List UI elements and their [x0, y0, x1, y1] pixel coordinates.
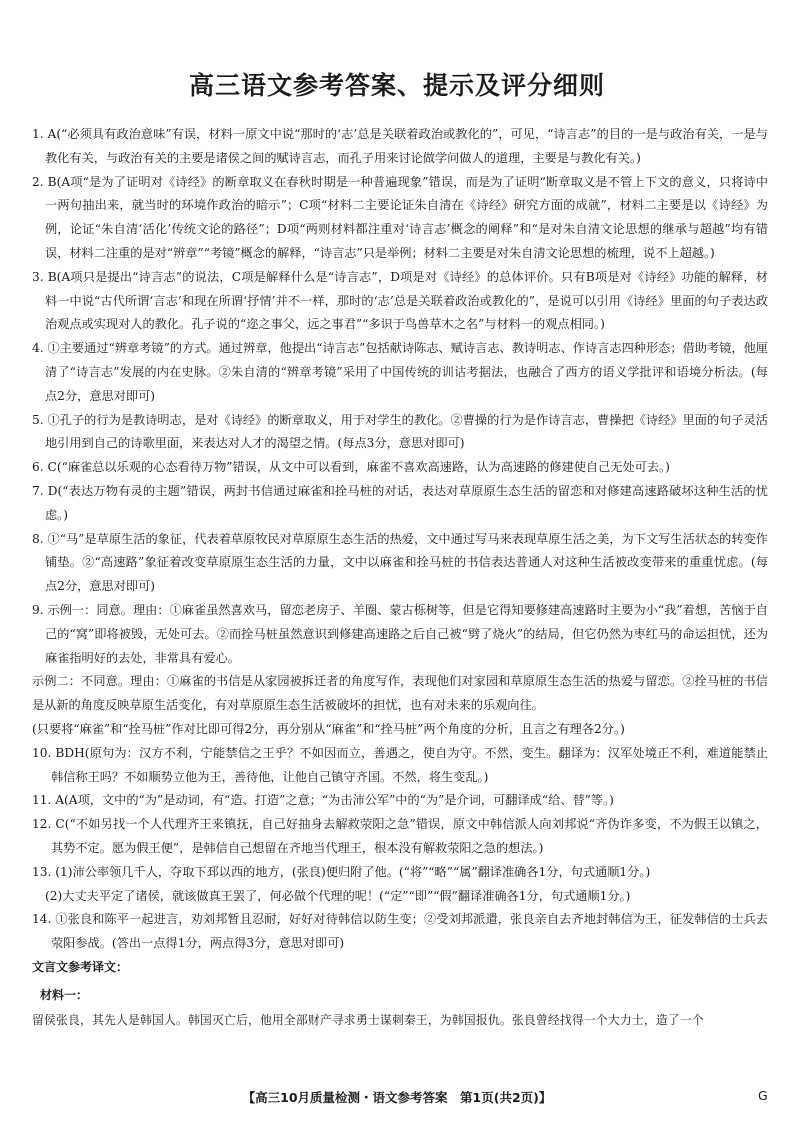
answer-3: 3. B(A项只是提出“诗言志”的说法，C项是解释什么是“诗言志”，D项是对《诗经》的总体评价。只有B项是对《诗经》功能的解释，材料一中说“古代所谓‘言志’和现在所谓‘抒情’并不一样，那时的‘志’总是关联着政治或教化的”，是说可以引用《诗经》里面的句子表达政治观点或实现对人的教化。孔子说的“迩之事父，远之事君”“多识于鸟兽草木之名”与材料一的观点相同。)	[32, 269, 768, 332]
answer-6: 6. C(“麻雀总以乐观的心态看待万物”错误，从文中可以看到，麻雀不喜欢高速路，认为高速路的修建使自己无处可去。)	[32, 460, 670, 475]
answer-9-example-1: 9. 示例一：同意。理由：①麻雀虽然喜欢马，留恋老房子、羊圈、蒙古栎树等，但是它得知要修建高速路时主要为小“我”着想，苦恼于自己的“窝”即将被毁，无处可去。②而拴马桩虽然意识到修建高速路之后自己被“劈了烧火”的结局，但它仍然为枣红马的命运担忧，还为麻雀指明好的去处，非常具有爱心。	[32, 602, 768, 665]
answer-9-example-2: 示例二：不同意。理由：①麻雀的书信是从家园被拆迁者的角度写作，表现他们对家园和草原原生态生活的热爱与留恋。②拴马桩的书信是从新的角度反映草原生活变化，有对草原原生态生活被破坏的担忧，也有对未来的乐观向往。	[32, 674, 768, 713]
answer-7: 7. D(“表达万物有灵的主题”错误，两封书信通过麻雀和拴马桩的对话，表达对草原原生态生活的留恋和对修建高速路破坏这种生活的忧虑。)	[32, 483, 768, 522]
answer-9-scoring: (只要将“麻雀”和“拴马桩”作对比即可得2分，再分别从“麻雀”和“拴马桩”两个角度的分析，且言之有理各2分。)	[32, 721, 625, 736]
answer-1: 1. A(“必须具有政治意味”有误，材料一原文中说“那时的‘志’总是关联着政治或教化的”，可见，“诗言志”的目的一是与政治有关，一是与教化有关，与政治有关的主要是诸侯之间的赋诗言志，而孔子用来讨论做学问做人的道理，主要是与教化有关。)	[32, 127, 768, 165]
footer-mark: G	[758, 1088, 768, 1103]
answer-14: 14. ①张良和陈平一起进言，劝刘邦暂且忍耐，好好对待韩信以防生变；②受刘邦派遣，张良亲自去齐地封韩信为王，征发韩信的士兵去荥阳参战。(答出一点得1分，两点得3分，意思对即可)	[32, 912, 768, 951]
answer-13-part-1: 13. (1)沛公率领几千人，夺取下邳以西的地方，(张良)便归附了他。(“将”“略”“属”翻译准确各1分，句式通顺1分。)	[32, 864, 651, 879]
answer-10: 10. BDH(原句为：汉方不利，宁能禁信之王乎？不如因而立，善遇之，使自为守。不然，变生。翻译为：汉军处境正不利，难道能禁止韩信称王吗？不如顺势立他为王，善待他，让他自己镇守齐国。不然，将生变乱。)	[32, 745, 768, 784]
answer-13-part-2: (2)大丈夫平定了诸侯，就该做真王罢了，何必做个代理的呢！(“定”“即”“假”翻译准确各1分，句式通顺1分。)	[45, 888, 631, 903]
answer-2: 2. B(A项“是为了证明对《诗经》的断章取义在春秋时期是一种普遍现象”错误，而是为了证明“断章取义是不管上下文的意义，只将诗中一两句抽出来，就当时的环境作政治的暗示”；C项“材料二主要论证朱自清在《诗经》研究方面的成就”，材料二主要是以《诗经》为例，论证“朱自清‘活化’传统文论的路径”；D项“两则材料都注重对‘诗言志’概念的阐释”和“是对朱自清文论思想的继承与超越”均有错误，材料二注重的是对“辨章”“考镜”概念的解释，“诗言志”只是举例；材料二主要是对朱自清文论思想的梳理，说不上超越。)	[32, 174, 768, 260]
answer-12: 12. C(“不如另找一个人代理齐王来镇抚，自己好抽身去解救荥阳之急”错误，原文中韩信派人向刘邦说“齐伪诈多变，不为假王以镇之，其势不定。愿为假王便”，是韩信自己想留在齐地当代理王，根本没有解救荥阳之急的想法。)	[32, 817, 768, 855]
page-footer: 【高三10月质量检测・语文参考答案 第1页(共2页)】	[242, 1090, 552, 1105]
material-label: 材料一：	[40, 987, 89, 1002]
section-heading: 文言文参考译文：	[32, 959, 129, 974]
answer-body	[32, 123, 768, 1033]
answer-4: 4. ①主要通过“辨章考镜”的方式。通过辨章，他提出“诗言志”包括献诗陈志、赋诗言志、教诗明志、作诗言志四种形态；借助考镜，他厘清了“诗言志”发展的内在史脉。②朱自清的“辨章考镜”采用了中国传统的训诂考据法，也融合了西方的语义学批评和语境分析法。(每点2分，意思对即可)	[32, 341, 768, 403]
translation-text: 留侯张良，其先人是韩国人。韩国灭亡后，他用全部财产寻求勇士谋刺秦王，为韩国报仇。张良曾经找得一个大力士，造了一个	[32, 1013, 704, 1028]
page-title: 高三语文参考答案、提示及评分细则	[188, 71, 605, 100]
answer-11: 11. A(A项，文中的“为”是动词，有“造、打造”之意；“为击沛公军”中的“为”是介词，可翻译成“给、替”等。)	[32, 793, 614, 808]
answer-8: 8. ①“马”是草原生活的象征，代表着草原牧民对草原原生态生活的热爱，文中通过写马来表现草原生活之美，为下文写生活状态的转变作铺垫。②“高速路”象征着改变草原原生态生活的力量，文中以麻雀和拴马桩的书信表达普通人对这种生活被改变带来的重重忧虑。(每点2分，意思对即可)	[32, 531, 768, 594]
answer-5: 5. ①孔子的行为是教诗明志，是对《诗经》的断章取义，用于对学生的教化。②曹操的行为是作诗言志，曹操把《诗经》里面的句子灵活地引用到自己的诗歌里面，来表达对人才的渴望之情。(每点3分，意思对即可)	[32, 412, 768, 451]
